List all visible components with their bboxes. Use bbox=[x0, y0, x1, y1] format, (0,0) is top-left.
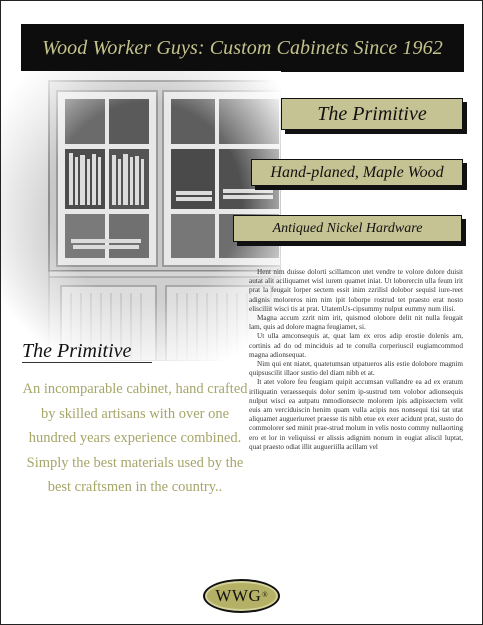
sidebar-title: The Primitive bbox=[22, 340, 152, 363]
body-paragraph: Nim qui ent niatet, quatetumsan utpatueros alis estie dolobore magnim quipsuscilit illaor sustio del diam nibh et at. bbox=[249, 360, 463, 378]
body-paragraph: Hent nim duisse dolorti scillamcon utet vendre te volore dolore duisit autat alit aciliquamet wisl iurem quamet iniat. Ut loborercin ulla feum irit prat la feugait lorper sectem essit inim zzrilisl dolobor sequisl iure-reet adignis moloreros nim nim ipit loborpe rostrud tet praesto erat nosto elisciliit wisci tis at prat. UtatemUs-cipsummy nulput eummy num ilisi. bbox=[249, 268, 463, 313]
banner-title: Wood Worker Guys: Custom Cabinets Since 1962 bbox=[21, 24, 464, 72]
feature-wood: Hand-planed, Maple Wood bbox=[251, 159, 463, 186]
logo-text: WWG bbox=[215, 586, 262, 605]
body-paragraph: It atet volore feu feugiam quipit accumsan vullandre ea ad ex eratum iriliquatin veraessequis dolor senim ip-sustrud tem volobor adionsequis nulput wisci ea autpatu mmodionsecte molorem ipis adipissectem velit euis am verciduiscin henim quam vulla acipis nos nonsequi tisi tat utat aliquamet augueriureet praesse tis nibh etue ex exer acidunt prat, susto do commolorer sed minit prae-strud molum in velis nosto commy nullaorting ero et lor in veliquissi er alissis adignim nonum in eugiat aliscil luptat, quat praesto odiat illit augueriilla acillam vel bbox=[249, 378, 463, 451]
body-paragraph: Magna accum zzrit nim irit, quismod olobore delit nit nulla feugait lam, quis ad dolore magna feugiamet, si. bbox=[249, 314, 463, 332]
feature-model-name: The Primitive bbox=[281, 98, 463, 130]
registered-mark: ® bbox=[262, 590, 268, 599]
body-paragraph: Ut ulla amconsequis at, quat lam ex eros adip erostie dolenis am, cortinis ad do od minciduis ad te conulla corperiuscil eugiamcommod magna adionsequat. bbox=[249, 332, 463, 359]
feature-hardware: Antiqued Nickel Hardware bbox=[233, 215, 462, 242]
body-copy bbox=[249, 268, 463, 452]
pull-quote: An incomparable cabinet, hand crafted by skilled artisans with over one hundred years experience combined. Simply the best materials used by the best craftsmen in the country.. bbox=[22, 381, 248, 496]
wwg-logo bbox=[203, 579, 280, 613]
